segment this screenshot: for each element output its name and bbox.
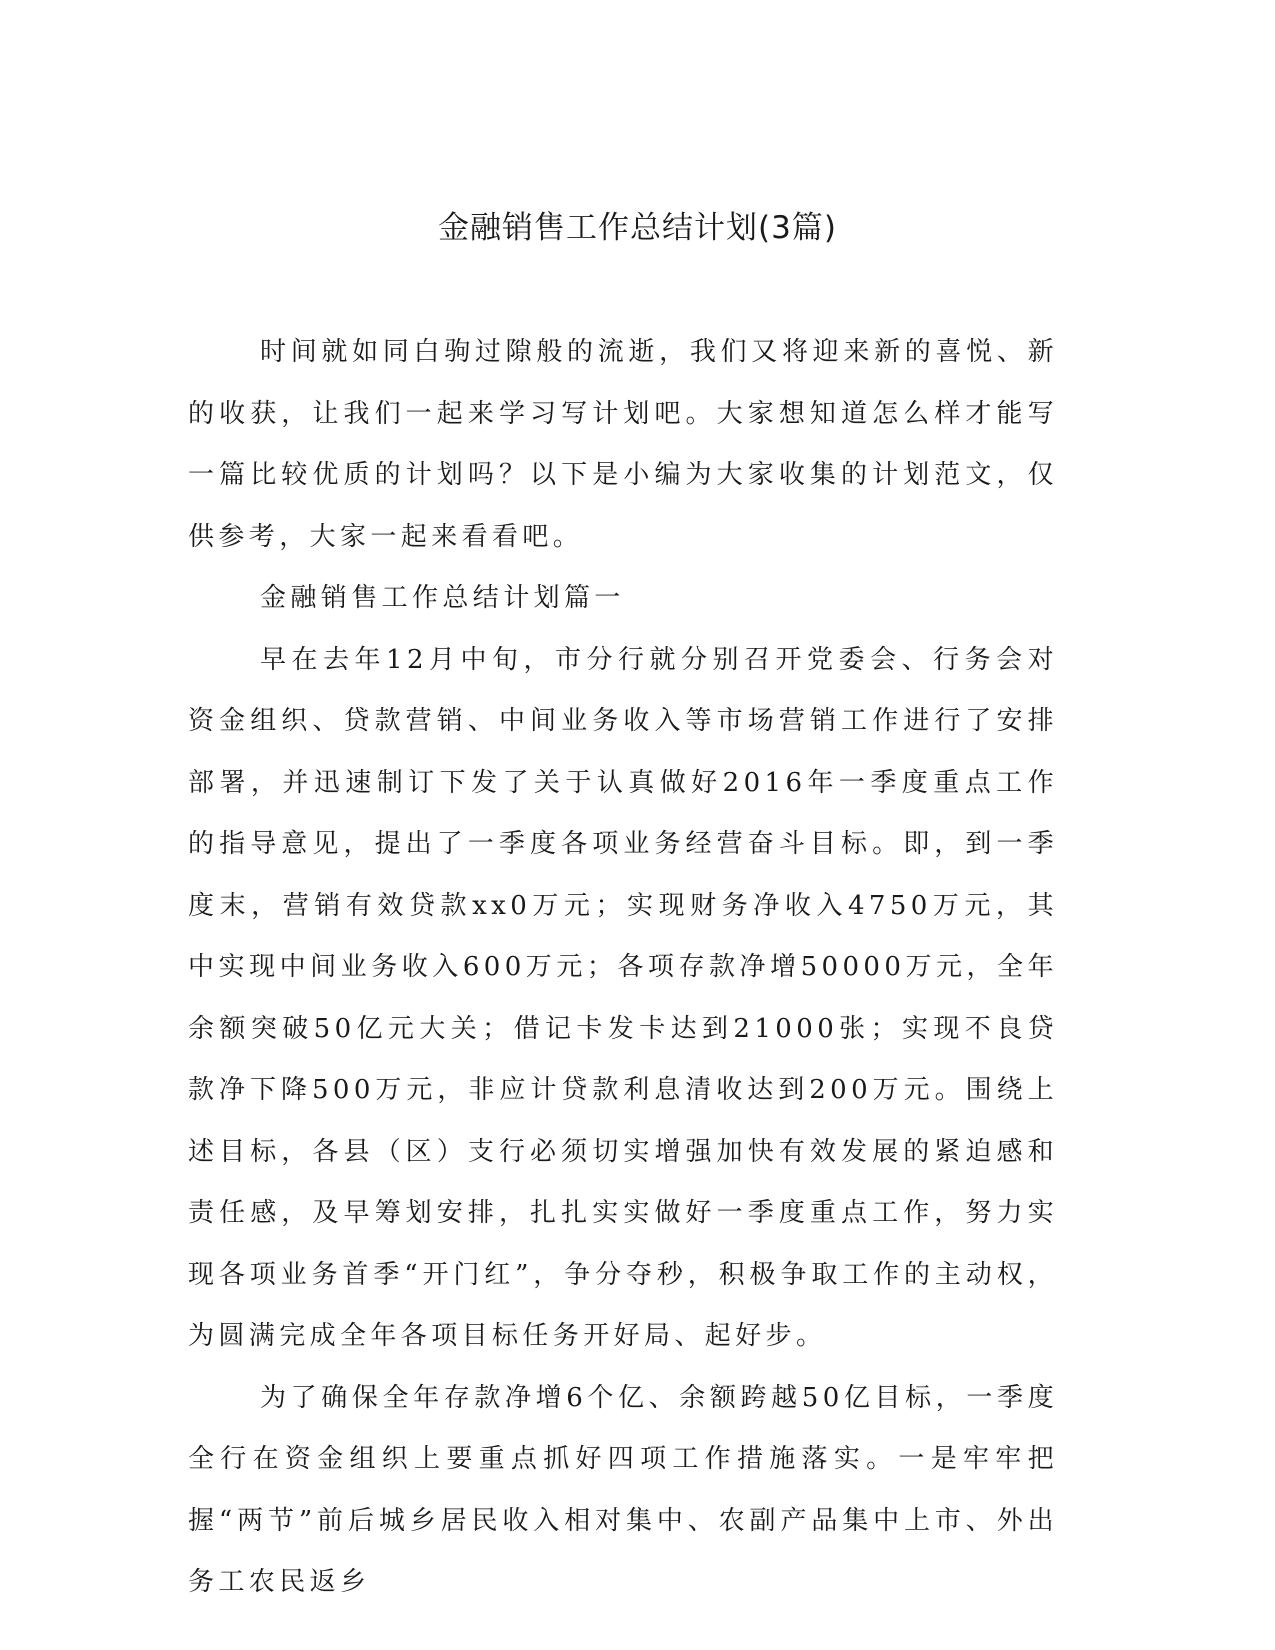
document-title: 金融销售工作总结计划(3篇): [438, 210, 837, 246]
document-body: [188, 322, 1058, 1614]
section-heading: 金融销售工作总结计划篇一: [260, 583, 625, 613]
intro-paragraph: 时间就如同白驹过隙般的流逝，我们又将迎来新的喜悦、新的收获，让我们一起来学习写计划吧。大家想知道怎么样才能写一篇比较优质的计划吗？以下是小编为大家收集的计划范文，仅供参考，大家一起来看看吧。: [188, 337, 1058, 552]
body-paragraph: 为了确保全年存款净增6个亿、余额跨越50亿目标，一季度全行在资金组织上要重点抓好四项工作措施落实。一是牢牢把握“两节”前后城乡居民收入相对集中、农副产品集中上市、外出务工农民返乡: [188, 1382, 1058, 1597]
body-paragraph: 早在去年12月中旬，市分行就分别召开党委会、行务会对资金组织、贷款营销、中间业务收入等市场营销工作进行了安排部署，并迅速制订下发了关于认真做好2016年一季度重点工作的指导意见，提出了一季度各项业务经营奋斗目标。即，到一季度末，营销有效贷款xx0万元；实现财务净收入4750万元，其中实现中间业务收入600万元；各项存款净增50000万元，全年余额突破50亿元大关；借记卡发卡达到21000张；实现不良贷款净下降500万元，非应计贷款利息清收达到200万元。围绕上述目标，各县（区）支行必须切实增强加快有效发展的紧迫感和责任感，及早筹划安排，扎扎实实做好一季度重点工作，努力实现各项业务首季“开门红”，争分夺秒，积极争取工作的主动权，为圆满完成全年各项目标任务开好局、起好步。: [188, 644, 1058, 1351]
